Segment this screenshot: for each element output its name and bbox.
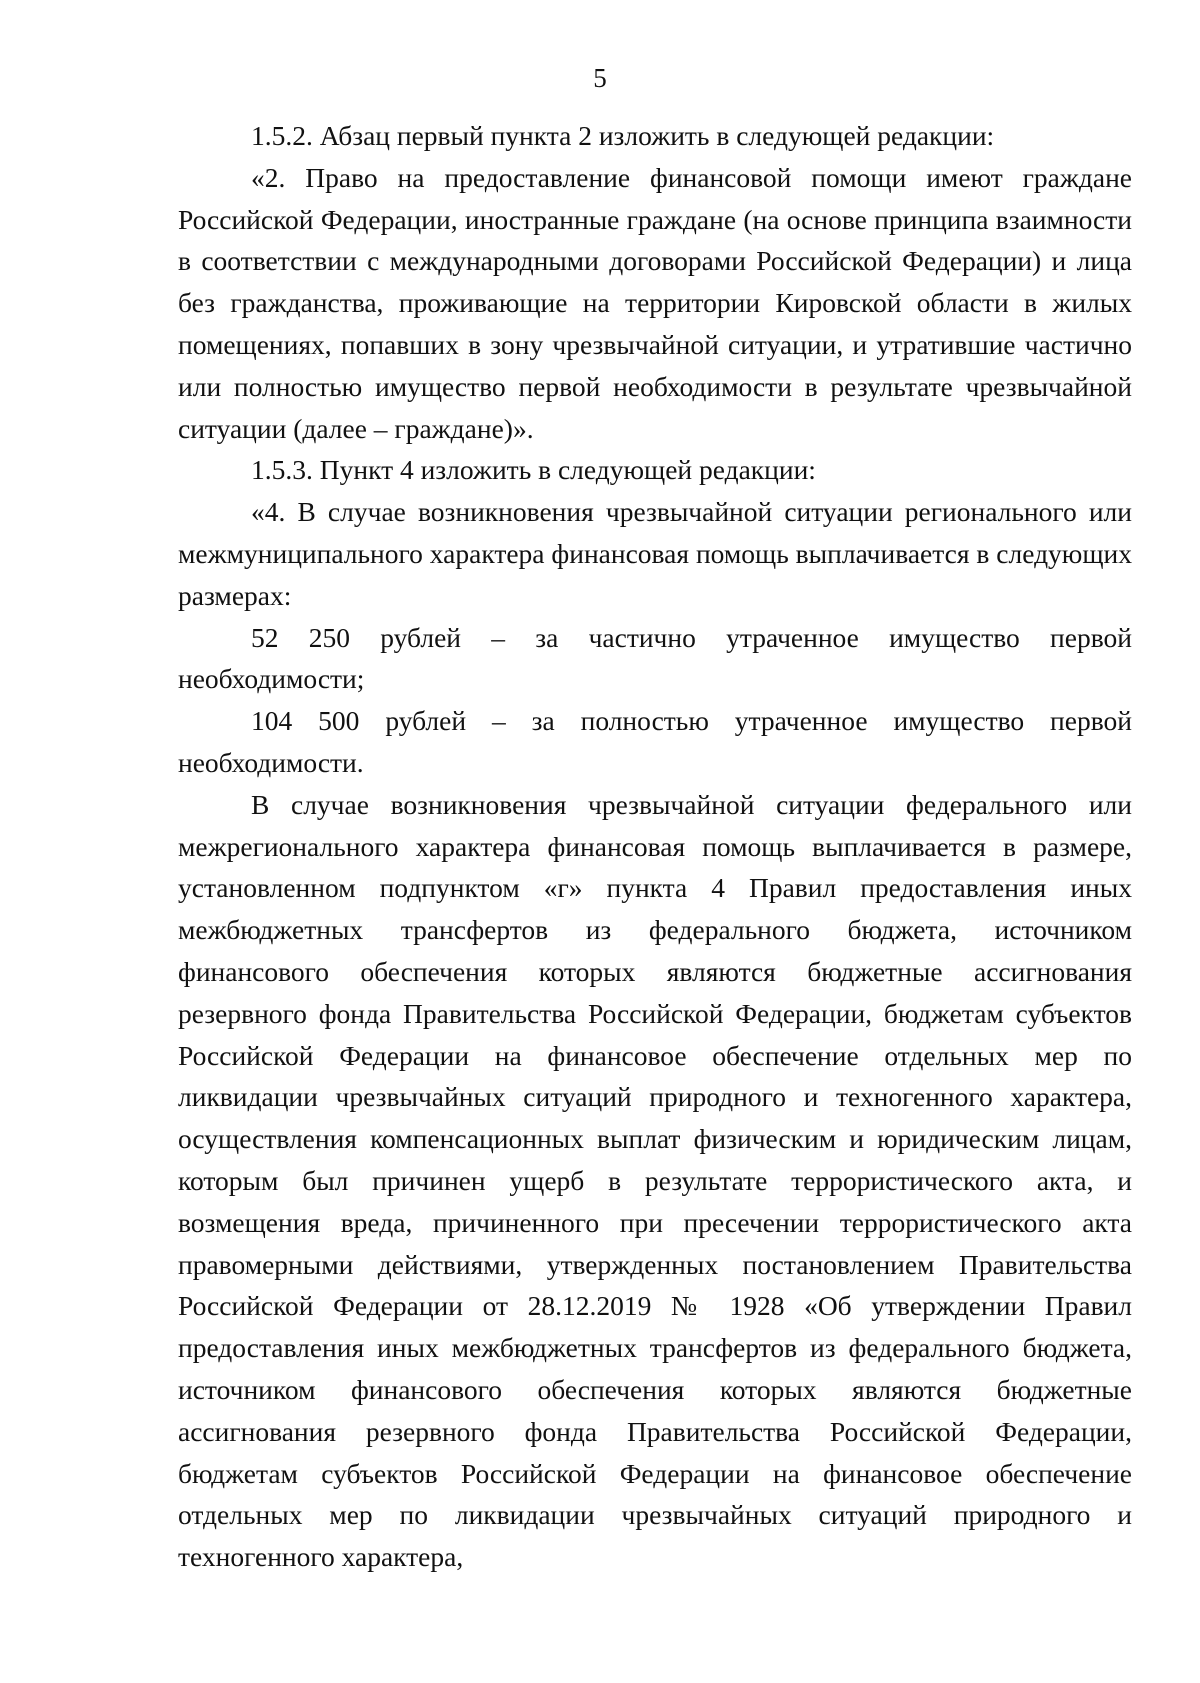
page-number: 5 bbox=[593, 63, 607, 93]
paragraph-federal-emergency: В случае возникновения чрезвычайной ситуации федерального или межрегионального характера финансовая помощь выплачивается в размере, установленном подпунктом «г» пункта 4 Правил предоставления иных межбюджетных трансфертов из федерального бюджета, источником финансового обеспечения которых являются бюджетные ассигнования резервного фонда Правительства Российской Федерации, бюджетам субъектов Российской Федерации на финансовое обеспечение отдельных мер по ликвидации чрезвычайных ситуаций природного и техногенного характера, осуществления компенсационных выплат физическим и юридическим лицам, которым был причинен ущерб в результате террористического акта, и возмещения вреда, причиненного при пресечении террористического акта правомерными действиями, утвержденных постановлением Правительства Российской Федерации от 28.12.2019 № 1928 «Об утверждении Правил предоставления иных межбюджетных трансфертов из федерального бюджета, источником финансового обеспечения которых являются бюджетные ассигнования резервного фонда Правительства Российской Федерации, бюджетам субъектов Российской Федерации на финансовое обеспечение отдельных мер по ликвидации чрезвычайных ситуаций природного и техногенного характера, bbox=[178, 788, 1132, 1573]
paragraph-1-5-2: 1.5.2. Абзац первый пункта 2 изложить в следующей редакции: bbox=[251, 120, 995, 151]
paragraph-item-2-text: «2. Право на предоставление финансовой помощи имеют граждане Российской Федерации, иностранные граждане (на основе принципа взаимности в соответствии с международными договорами Российской Федерации) и лица без гражданства, проживающие на территории Кировской области в жилых помещениях, попавших в зону чрезвычайной ситуации, и утратившие частично или полностью имущество первой необходимости в результате чрезвычайной ситуации (далее – граждане)». bbox=[178, 161, 1132, 444]
paragraph-1-5-3: 1.5.3. Пункт 4 изложить в следующей редакции: bbox=[251, 454, 816, 486]
paragraph-item-4-text: «4. В случае возникновения чрезвычайной ситуации регионального или межмуниципального характера финансовая помощь выплачивается в следующих размерах: bbox=[178, 496, 1132, 611]
paragraph-partial-loss-amount: 52 250 рублей – за частично утраченное имущество первой необходимости; bbox=[178, 621, 1132, 695]
document-body bbox=[178, 115, 1132, 1578]
paragraph-full-loss-amount: 104 500 рублей – за полностью утраченное имущество первой необходимости. bbox=[178, 705, 1132, 778]
